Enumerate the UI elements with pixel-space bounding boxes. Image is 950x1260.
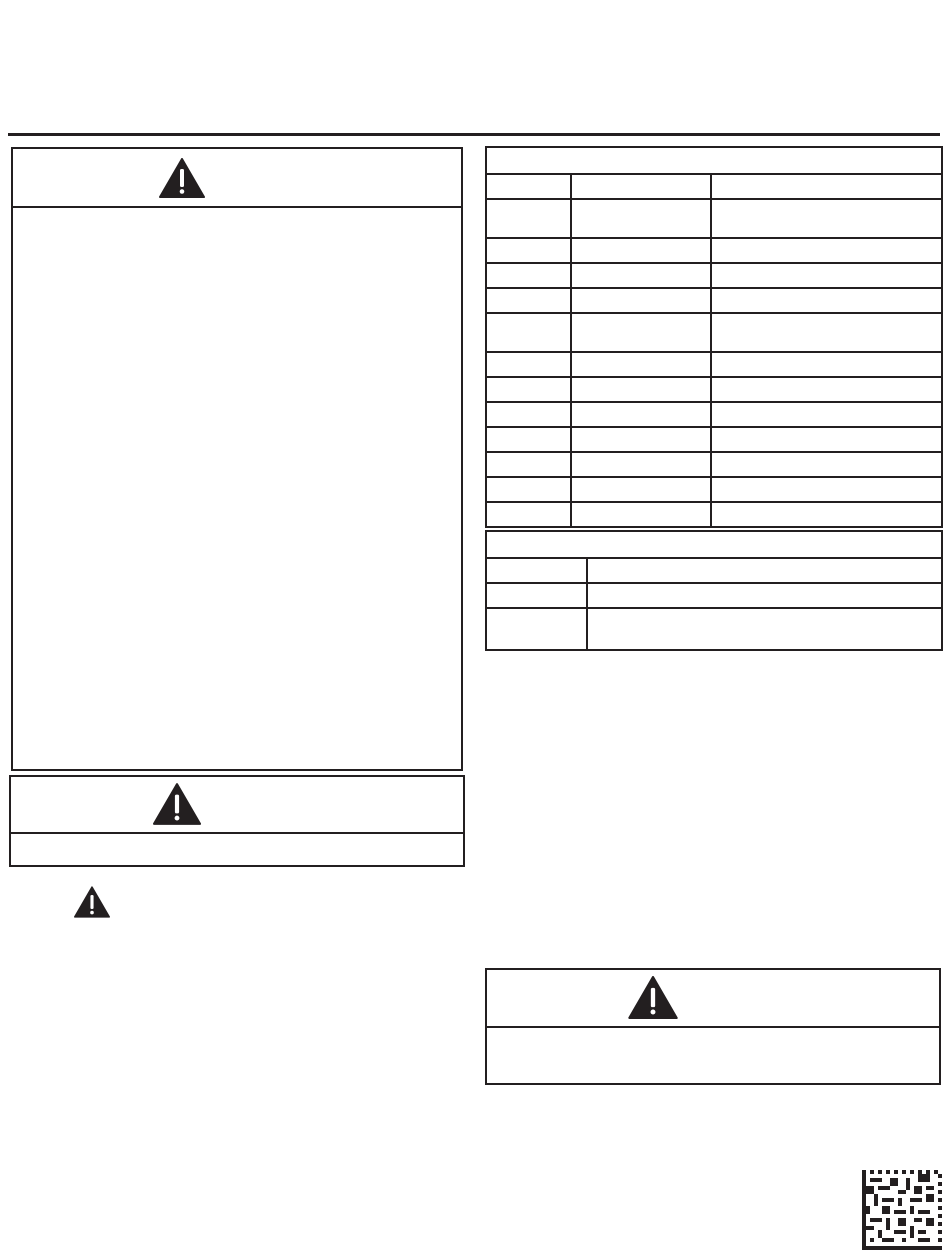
warning-box-2-header bbox=[11, 777, 463, 834]
table-row bbox=[486, 377, 942, 402]
table-cell bbox=[486, 352, 571, 377]
warning-box-3-header bbox=[487, 970, 939, 1028]
table-row bbox=[486, 608, 942, 650]
table-cell bbox=[571, 199, 711, 238]
table-cell bbox=[711, 477, 942, 502]
inline-warning-triangle-icon bbox=[74, 886, 110, 918]
table-cell bbox=[486, 199, 571, 238]
table-cell bbox=[711, 313, 942, 352]
table-cell bbox=[587, 608, 942, 650]
table-cell bbox=[486, 608, 587, 650]
table-cell bbox=[486, 452, 571, 477]
warning-triangle-icon bbox=[153, 783, 201, 825]
table-cell bbox=[711, 452, 942, 477]
table-row bbox=[486, 199, 942, 238]
table-cell bbox=[711, 402, 942, 427]
table-cell bbox=[571, 238, 711, 263]
table-cell bbox=[711, 352, 942, 377]
table-row bbox=[486, 288, 942, 313]
table-cell bbox=[711, 377, 942, 402]
table-row bbox=[486, 502, 942, 527]
warning-triangle-icon bbox=[628, 976, 678, 1019]
table-cell bbox=[571, 377, 711, 402]
table-cell bbox=[486, 174, 571, 199]
table-1-title bbox=[486, 147, 942, 174]
table-row bbox=[486, 313, 942, 352]
table-cell bbox=[486, 477, 571, 502]
table-cell bbox=[711, 263, 942, 288]
table-row bbox=[486, 583, 942, 608]
table-2 bbox=[485, 530, 943, 651]
table-cell bbox=[486, 402, 571, 427]
header-rule bbox=[8, 133, 940, 136]
table-cell bbox=[486, 558, 587, 583]
table-cell bbox=[571, 477, 711, 502]
table-cell bbox=[571, 174, 711, 199]
table-row bbox=[486, 352, 942, 377]
table-cell bbox=[587, 558, 942, 583]
table-cell bbox=[571, 352, 711, 377]
table-cell bbox=[571, 313, 711, 352]
table-cell bbox=[486, 583, 587, 608]
table-1-title-row bbox=[486, 147, 942, 174]
table-cell bbox=[486, 313, 571, 352]
warning-box-2 bbox=[9, 775, 465, 867]
table-cell bbox=[587, 583, 942, 608]
table-row bbox=[486, 477, 942, 502]
table-cell bbox=[711, 199, 942, 238]
table-1 bbox=[485, 146, 943, 528]
table-row bbox=[486, 402, 942, 427]
table-cell bbox=[571, 263, 711, 288]
table-cell bbox=[486, 377, 571, 402]
table-cell bbox=[571, 288, 711, 313]
table-cell bbox=[711, 427, 942, 452]
table-cell bbox=[571, 402, 711, 427]
table-row bbox=[486, 174, 942, 199]
table-cell bbox=[571, 502, 711, 527]
table-cell bbox=[486, 427, 571, 452]
warning-box-1-header bbox=[13, 149, 461, 208]
warning-box-1 bbox=[11, 147, 463, 771]
table-row bbox=[486, 238, 942, 263]
table-cell bbox=[486, 288, 571, 313]
table-2-title bbox=[486, 531, 942, 558]
table-cell bbox=[486, 263, 571, 288]
table-cell bbox=[711, 174, 942, 199]
table-cell bbox=[711, 502, 942, 527]
datamatrix-code bbox=[862, 1170, 942, 1250]
warning-box-3 bbox=[485, 968, 941, 1085]
table-row bbox=[486, 452, 942, 477]
table-cell bbox=[711, 288, 942, 313]
table-row bbox=[486, 263, 942, 288]
table-2-title-row bbox=[486, 531, 942, 558]
table-cell bbox=[571, 452, 711, 477]
table-cell bbox=[571, 427, 711, 452]
warning-triangle-icon bbox=[159, 158, 205, 198]
table-cell bbox=[486, 502, 571, 527]
table-cell bbox=[711, 238, 942, 263]
table-row bbox=[486, 427, 942, 452]
table-row bbox=[486, 558, 942, 583]
table-cell bbox=[486, 238, 571, 263]
